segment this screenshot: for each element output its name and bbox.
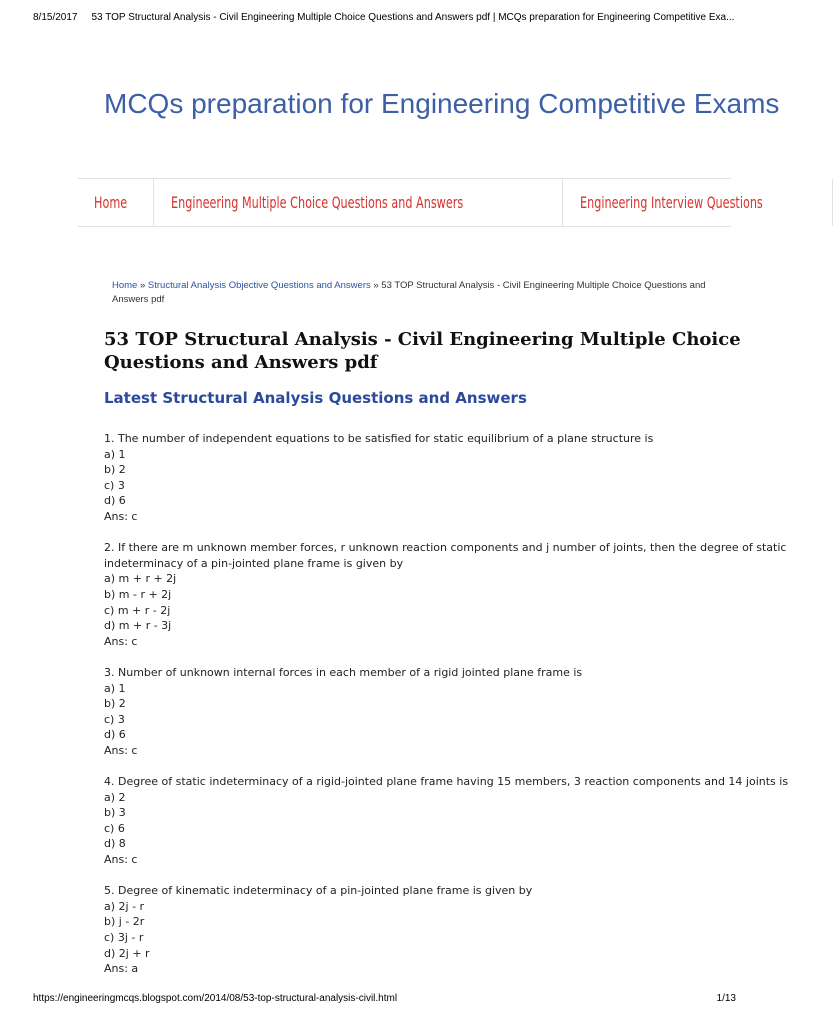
breadcrumb — [112, 279, 731, 309]
nav-item-engineering-mcq[interactable] — [154, 179, 564, 226]
nav-item-label: Home — [94, 193, 128, 212]
question-item — [104, 431, 731, 525]
post-title-line: 53 TOP Structural Analysis - Civil Engineering Multiple Choice — [104, 329, 741, 350]
breadcrumb-current: 53 TOP Structural Analysis - Civil Engineering Multiple Choice Questions and Answers pdf — [112, 280, 706, 305]
answer-option: a) 2 — [104, 790, 126, 804]
answer-option: d) 2j + r — [104, 946, 150, 960]
question-text: 2. If there are m unknown member forces, r unknown reaction components and j number of joints, then the degree of static — [104, 541, 787, 555]
print-date: 8/15/2017 — [33, 12, 78, 23]
question-item — [104, 540, 787, 649]
question-item — [104, 774, 789, 868]
answer-option: d) 6 — [104, 494, 126, 508]
answer-option: d) 6 — [104, 728, 126, 742]
question-item — [104, 883, 731, 977]
answer-option: b) j - 2r — [104, 915, 145, 929]
section-heading: Latest Structural Analysis Questions and Answers — [104, 389, 527, 407]
answer-option: c) m + r - 2j — [104, 603, 171, 617]
nav-item-interview-questions[interactable] — [563, 179, 832, 226]
question-item — [104, 665, 731, 759]
nav-item-home[interactable] — [78, 179, 154, 226]
question-list — [104, 431, 789, 992]
print-url: https://engineeringmcqs.blogspot.com/2014/08/53-top-structural-analysis-civil.html — [33, 993, 398, 1004]
print-header — [33, 12, 753, 23]
main-nav — [78, 178, 763, 227]
breadcrumb-separator: » — [137, 280, 148, 291]
question-text: indeterminacy of a pin-jointed plane frame is given by — [104, 556, 404, 570]
answer-option: b) 2 — [104, 463, 126, 477]
correct-answer: Ans: c — [104, 743, 138, 757]
nav-item-label: Engineering Interview Questions — [580, 193, 763, 212]
answer-option: c) 3j - r — [104, 931, 144, 944]
post-title-line: Questions and Answers pdf — [104, 352, 378, 373]
question-text: 4. Degree of static indeterminacy of a rigid-jointed plane frame having 15 members, 3 reaction components and 14 joints is — [104, 775, 789, 789]
question-text: 1. The number of independent equations to be satisfied for static equilibrium of a plane structure is — [104, 432, 654, 445]
answer-option: c) 3 — [104, 478, 125, 492]
answer-option: a) m + r + 2j — [104, 572, 177, 586]
print-page-number: 1/13 — [716, 993, 736, 1004]
print-footer — [33, 993, 736, 1004]
breadcrumb-home-link[interactable]: Home — [112, 280, 138, 291]
answer-option: d) m + r - 3j — [104, 619, 172, 633]
breadcrumb-separator: » — [370, 280, 382, 291]
correct-answer: Ans: c — [104, 634, 138, 648]
answer-option: c) 6 — [104, 821, 125, 835]
answer-option: b) 2 — [104, 697, 126, 711]
post-title — [104, 328, 741, 374]
nav-item-label: Engineering Multiple Choice Questions and Answers — [170, 193, 463, 212]
print-page-title: 53 TOP Structural Analysis - Civil Engineering Multiple Choice Questions and Answers pdf | MCQs preparation for Engineering Competitive Exa... — [91, 12, 735, 23]
answer-option: b) m - r + 2j — [104, 587, 172, 601]
answer-option: c) 3 — [104, 712, 125, 726]
answer-option: d) 8 — [104, 837, 126, 851]
correct-answer: Ans: c — [104, 509, 138, 523]
answer-option: a) 2j - r — [104, 899, 145, 913]
correct-answer: Ans: c — [104, 853, 138, 867]
correct-answer: Ans: a — [104, 962, 139, 976]
question-text: 3. Number of unknown internal forces in each member of a rigid jointed plane frame is — [104, 665, 583, 679]
breadcrumb-category-link[interactable]: Structural Analysis Objective Questions and Answers — [147, 280, 371, 291]
site-title-link[interactable]: MCQs preparation for Engineering Competitive Exams — [104, 88, 780, 119]
question-text: 5. Degree of kinematic indeterminacy of a pin-jointed plane frame is given by — [104, 884, 533, 898]
answer-option: a) 1 — [104, 681, 126, 695]
answer-option: a) 1 — [104, 447, 126, 461]
answer-option: b) 3 — [104, 806, 126, 820]
